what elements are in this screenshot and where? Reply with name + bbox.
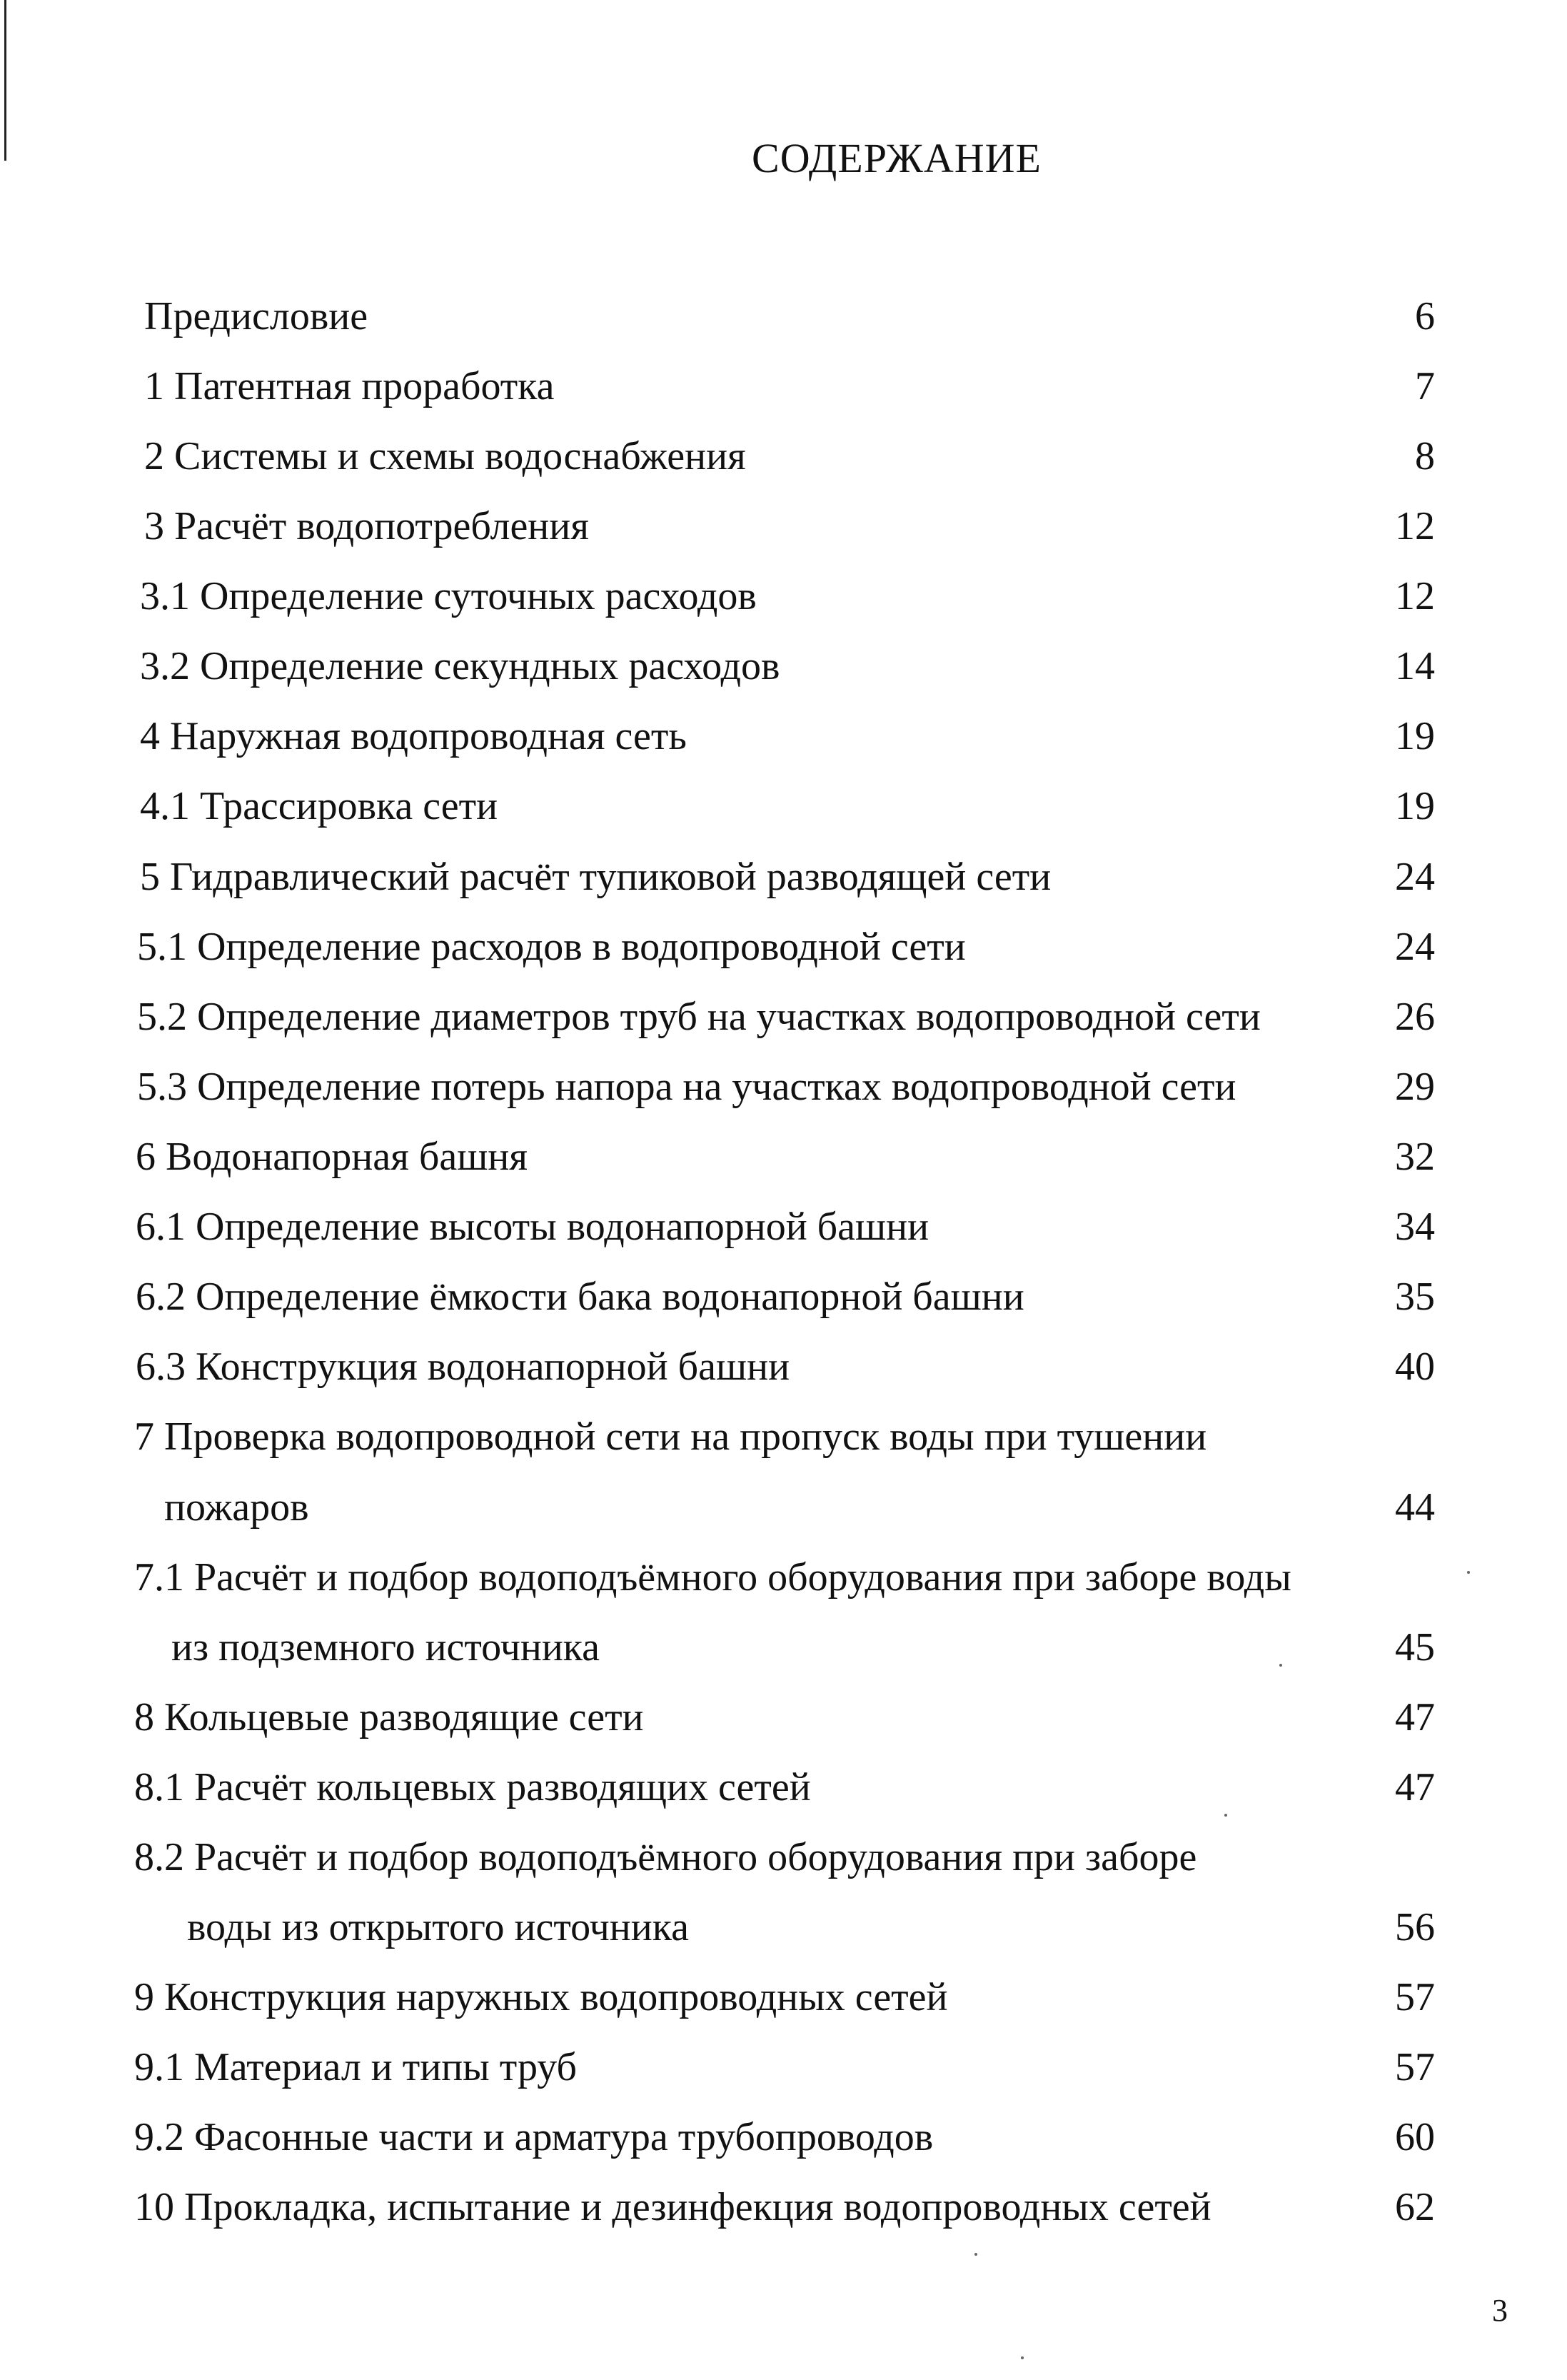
- toc-entry-title: 6.2 Определение ёмкости бака водонапорной башни: [136, 1275, 1024, 1319]
- scan-speck: [974, 2253, 977, 2256]
- toc-entry-title: 8.2 Расчёт и подбор водоподъёмного оборудования при заборе: [134, 1835, 1197, 1879]
- toc-entry-page: 60: [1395, 2115, 1435, 2159]
- toc-entry-title: 7 Проверка водопроводной сети на пропуск воды при тушении: [134, 1415, 1207, 1459]
- page-title: СОДЕРЖАНИЕ: [752, 135, 1042, 181]
- toc-entry-title: 3.1 Определение суточных расходов: [140, 574, 757, 618]
- toc-entry-page: 24: [1395, 855, 1435, 899]
- toc-entry-title: 6 Водонапорная башня: [136, 1135, 528, 1179]
- toc-entry-title: 3.2 Определение секундных расходов: [140, 644, 780, 688]
- toc-entry-page: 12: [1395, 504, 1435, 548]
- toc-entry-page: 34: [1395, 1205, 1435, 1249]
- toc-entry-title: из подземного источника: [171, 1625, 600, 1669]
- toc-entry-page: 45: [1395, 1625, 1435, 1669]
- toc-entry-page: 35: [1395, 1275, 1435, 1319]
- toc-entry-title: воды из открытого источника: [187, 1905, 689, 1949]
- toc-entry-page: 47: [1395, 1695, 1435, 1739]
- toc-entry-page: 62: [1395, 2185, 1435, 2229]
- toc-entry-title: 5.1 Определение расходов в водопроводной сети: [137, 925, 966, 969]
- toc-entry-page: 26: [1395, 995, 1435, 1039]
- scan-speck: [1224, 1814, 1227, 1817]
- toc-entry-title: 5.3 Определение потерь напора на участках водопроводной сети: [137, 1065, 1236, 1109]
- toc-entry-page: 57: [1395, 1975, 1435, 2019]
- toc-entry-title: пожаров: [164, 1485, 309, 1530]
- toc-entry-page: 44: [1395, 1485, 1435, 1530]
- toc-entry-page: 7: [1415, 364, 1435, 408]
- toc-entry-title: 9.1 Материал и типы труб: [134, 2045, 577, 2089]
- toc-entry-title: 1 Патентная проработка: [144, 364, 555, 408]
- toc-entry-page: 19: [1395, 784, 1435, 828]
- toc-entry-title: 6.3 Конструкция водонапорной башни: [136, 1345, 790, 1389]
- toc-entry-page: 32: [1395, 1135, 1435, 1179]
- toc-entry-title: 10 Прокладка, испытание и дезинфекция водопроводных сетей: [134, 2185, 1211, 2229]
- toc-entry-title: 5 Гидравлический расчёт тупиковой разводящей сети: [140, 855, 1052, 899]
- toc-entry-page: 24: [1395, 925, 1435, 969]
- toc-entry-page: 6: [1415, 294, 1435, 338]
- toc-entry-page: 47: [1395, 1765, 1435, 1809]
- toc-entry-page: 29: [1395, 1065, 1435, 1109]
- toc-entry-title: 7.1 Расчёт и подбор водоподъёмного оборудования при заборе воды: [134, 1555, 1291, 1600]
- toc-entry-title: 8 Кольцевые разводящие сети: [134, 1695, 644, 1739]
- toc-entry-page: 57: [1395, 2045, 1435, 2089]
- toc-entry-title: 9.2 Фасонные части и арматура трубопроводов: [134, 2115, 934, 2159]
- toc-entry-title: 4.1 Трассировка сети: [140, 784, 498, 828]
- toc-entry-title: 8.1 Расчёт кольцевых разводящих сетей: [134, 1765, 811, 1809]
- toc-entry-page: 12: [1395, 574, 1435, 618]
- toc-entry-page: 40: [1395, 1345, 1435, 1389]
- toc-entry-title: 5.2 Определение диаметров труб на участках водопроводной сети: [137, 995, 1261, 1039]
- toc-entry-title: 3 Расчёт водопотребления: [144, 504, 589, 548]
- toc-entry-title: 4 Наружная водопроводная сеть: [140, 714, 687, 758]
- toc-entry-page: 8: [1415, 434, 1435, 478]
- toc-entry-title: 9 Конструкция наружных водопроводных сетей: [134, 1975, 948, 2019]
- toc-entry-title: Предисловие: [144, 294, 368, 338]
- toc-entry-page: 56: [1395, 1905, 1435, 1949]
- toc-entry-page: 14: [1395, 644, 1435, 688]
- scan-speck: [1021, 2356, 1024, 2359]
- toc-entry-title: 2 Системы и схемы водоснабжения: [144, 434, 746, 478]
- toc-entry-page: 19: [1395, 714, 1435, 758]
- toc-entry-title: 6.1 Определение высоты водонапорной башни: [136, 1205, 929, 1249]
- scan-speck: [1467, 1571, 1470, 1574]
- scan-speck: [1279, 1664, 1282, 1667]
- page-number: 3: [1492, 2293, 1508, 2328]
